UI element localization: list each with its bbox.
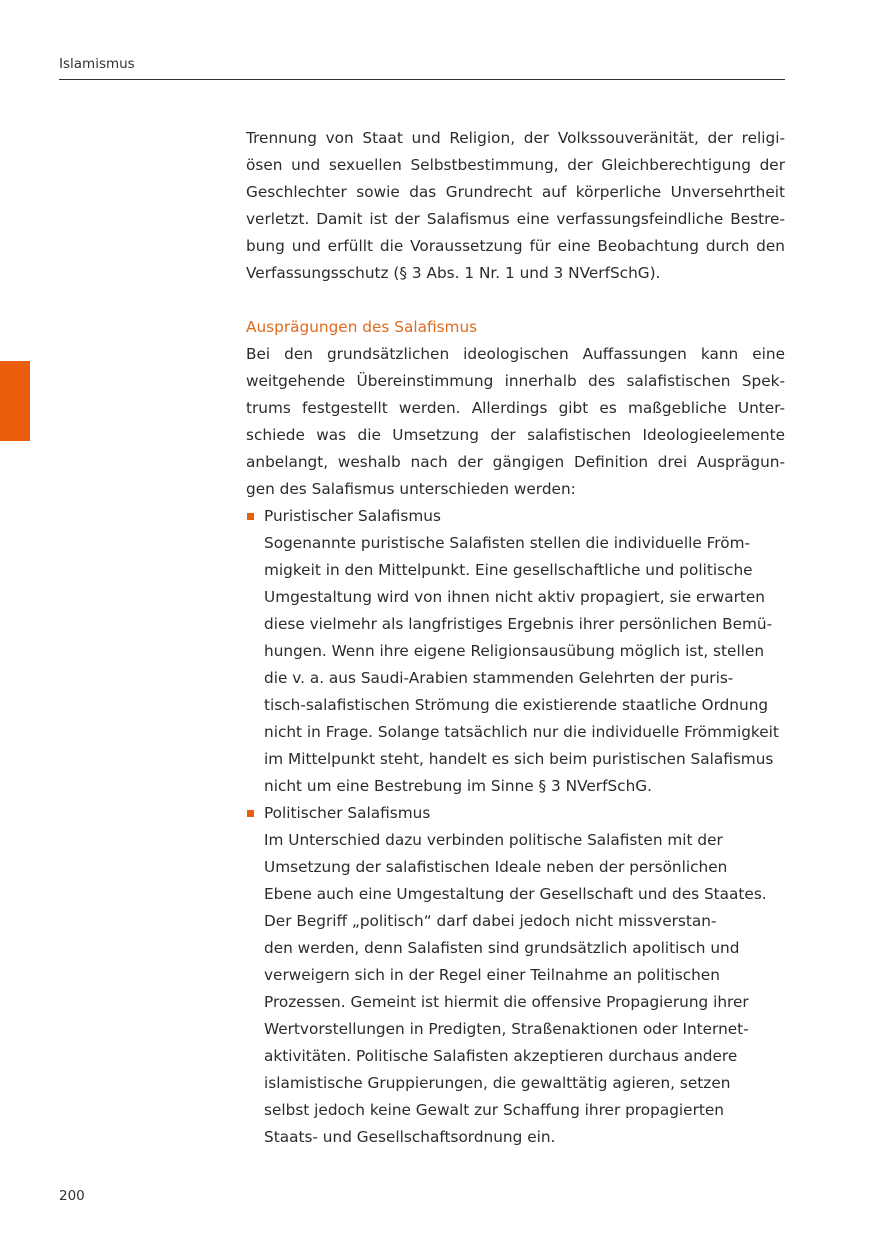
section-heading: Ausprägungen des Salafismus	[246, 318, 478, 336]
text-line: schiede was die Umsetzung der salafistischen Ideologieelemente	[246, 426, 785, 444]
text-line: Ebene auch eine Umgestaltung der Gesellschaft und des Staates.	[264, 885, 767, 903]
text-line: ösen und sexuellen Selbstbestimmung, der Gleichberechtigung der	[246, 156, 785, 174]
text-line: hungen. Wenn ihre eigene Religionsausübung möglich ist, stellen	[264, 642, 765, 660]
text-line: islamistische Gruppierungen, die gewalttätig agieren, setzen	[264, 1074, 731, 1092]
text-line: migkeit in den Mittelpunkt. Eine gesellschaftliche und politische	[264, 561, 753, 579]
text-line: verletzt. Damit ist der Salafismus eine verfassungsfeindliche Bestre-	[246, 210, 785, 228]
text-line: nicht in Frage. Solange tatsächlich nur die individuelle Frömmigkeit	[264, 723, 779, 741]
running-title: Islamismus	[59, 56, 135, 72]
text-line: Sogenannte puristische Salafisten stellen die individuelle Fröm-	[264, 534, 751, 552]
text-line: Trennung von Staat und Religion, der Volkssouveränität, der religi-	[246, 129, 785, 147]
bullet-item-puristic	[246, 503, 785, 800]
bullet-square-icon	[247, 513, 254, 520]
text-line: nicht um eine Bestrebung im Sinne § 3 NVerfSchG.	[264, 777, 652, 795]
text-line: Bei den grundsätzlichen ideologischen Auffassungen kann eine	[246, 345, 785, 363]
text-line: bung und erfüllt die Voraussetzung für eine Beobachtung durch den	[246, 237, 785, 255]
text-line: Umsetzung der salafistischen Ideale neben der persönlichen	[264, 858, 728, 876]
text-line: Umgestaltung wird von ihnen nicht aktiv propagiert, sie erwarten	[264, 588, 765, 606]
bullet-square-icon	[247, 810, 254, 817]
text-line: im Mittelpunkt steht, handelt es sich beim puristischen Salafismus	[264, 750, 774, 768]
text-line: gen des Salafismus unterschieden werden:	[246, 480, 576, 498]
text-line: Wertvorstellungen in Predigten, Straßenaktionen oder Internet-	[264, 1020, 749, 1038]
page-number: 200	[59, 1188, 85, 1204]
bullet-title: Puristischer Salafismus	[264, 507, 441, 525]
text-line: Der Begriff „politisch“ darf dabei jedoch nicht missverstan-	[264, 912, 717, 930]
page-body	[246, 125, 785, 1151]
section-paragraph	[246, 341, 785, 503]
text-line: weitgehende Übereinstimmung innerhalb des salafistischen Spek-	[246, 372, 785, 390]
text-line: diese vielmehr als langfristiges Ergebnis ihrer persönlichen Bemü-	[264, 615, 773, 633]
bullet-item-political	[246, 800, 785, 1151]
text-line: trums festgestellt werden. Allerdings gibt es maßgebliche Unter-	[246, 399, 785, 417]
text-line: Staats- und Gesellschaftsordnung ein.	[264, 1128, 556, 1146]
text-line: den werden, denn Salafisten sind grundsätzlich apolitisch und	[264, 939, 740, 957]
bullet-title: Politischer Salafismus	[264, 804, 431, 822]
chapter-marker-tab	[0, 361, 30, 441]
text-line: Im Unterschied dazu verbinden politische Salafisten mit der	[264, 831, 723, 849]
text-line: Geschlechter sowie das Grundrecht auf körperliche Unversehrtheit	[246, 183, 785, 201]
text-line: tisch-salafistischen Strömung die existierende staatliche Ordnung	[264, 696, 769, 714]
text-line: aktivitäten. Politische Salafisten akzeptieren durchaus andere	[264, 1047, 738, 1065]
intro-paragraph	[246, 125, 785, 287]
text-line: Prozessen. Gemeint ist hiermit die offensive Propagierung ihrer	[264, 993, 749, 1011]
header-rule	[59, 79, 785, 80]
text-line: Verfassungsschutz (§ 3 Abs. 1 Nr. 1 und 3 NVerfSchG).	[246, 264, 661, 282]
text-line: die v. a. aus Saudi-Arabien stammenden Gelehrten der puris-	[264, 669, 734, 687]
text-line: anbelangt, weshalb nach der gängigen Definition drei Ausprägun-	[246, 453, 785, 471]
text-line: verweigern sich in der Regel einer Teilnahme an politischen	[264, 966, 720, 984]
text-line: selbst jedoch keine Gewalt zur Schaffung ihrer propagierten	[264, 1101, 724, 1119]
